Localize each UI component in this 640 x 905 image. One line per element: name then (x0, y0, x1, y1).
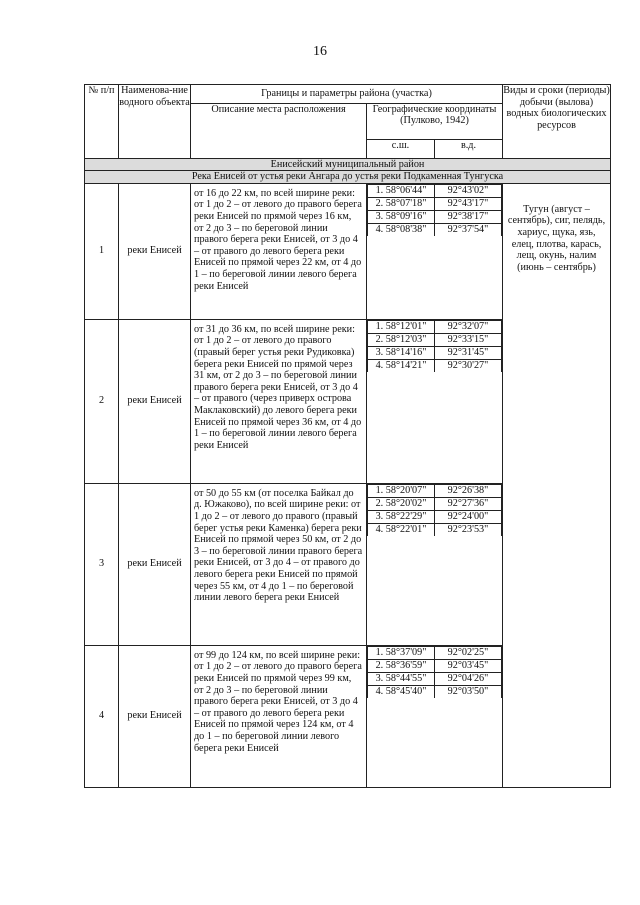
district-row: Енисейский муниципальный район (85, 158, 611, 171)
header-longitude: в.д. (435, 139, 503, 158)
latitude: 1. 58°37'09" (368, 646, 435, 659)
species-and-periods: Тугун (август – сентябрь), сиг, пелядь, хариус, щука, язь, елец, плотва, карась, лещ, окунь, налим (июнь – сентябрь) (503, 183, 611, 787)
water-object-name: реки Енисей (119, 183, 191, 319)
longitude: 92°04'26" (435, 672, 502, 685)
longitude: 92°02'25" (435, 646, 502, 659)
latitude: 4. 58°14'21" (368, 359, 435, 372)
row-number: 4 (85, 645, 119, 787)
latitude: 3. 58°22'29" (368, 510, 435, 523)
longitude: 92°27'36" (435, 497, 502, 510)
longitude: 92°03'50" (435, 685, 502, 698)
location-description: от 50 до 55 км (от поселка Байкал до д. Южаково), по всей ширине реки: от 1 до 2 – от левого до правого (правый берег устья реки Каменка) берега реки Енисей по прямой через 50 км, от 2 до 3 – по береговой линии правого берега реки Енисей, от 3 до 4 – от правого до левого берега реки Енисей по прямой через 55 км, от 4 до 1 – по береговой линии левого берега реки Енисей (191, 483, 367, 645)
location-description: от 99 до 124 км, по всей ширине реки: от 1 до 2 – от левого до правого берега реки Енисей по прямой через 99 км, от 2 до 3 – по береговой линии правого берега реки Енисей, от 3 до 4 – от правого до левого берега реки Енисей по прямой через 124 км, от 4 до 1 – по береговой линии левого берега реки Енисей (191, 645, 367, 787)
water-object-name: реки Енисей (119, 645, 191, 787)
longitude: 92°32'07" (435, 320, 502, 333)
latitude: 4. 58°08'38" (368, 223, 435, 236)
header-description: Описание места расположения (191, 103, 367, 158)
row-number: 2 (85, 319, 119, 483)
longitude: 92°26'38" (435, 484, 502, 497)
longitude: 92°43'17" (435, 197, 502, 210)
coordinates-cell (367, 483, 503, 645)
location-description: от 16 до 22 км, по всей ширине реки: от 1 до 2 – от левого до правого берега реки Енисей по прямой через 16 км, от 2 до 3 – по береговой линии правого берега реки Енисей, от 3 до 4 – от правого до левого берега реки Енисей по прямой через 22 км, от 4 до 1 – по береговой линии левого берега реки Енисей (191, 183, 367, 319)
longitude: 92°38'17" (435, 210, 502, 223)
section-row: Река Енисей от устья реки Ангара до устья реки Подкаменная Тунгуска (85, 171, 611, 184)
row-number: 1 (85, 183, 119, 319)
latitude: 3. 58°14'16" (368, 346, 435, 359)
longitude: 92°31'45" (435, 346, 502, 359)
header-geo-coordinates: Географические координаты (Пулково, 1942) (367, 103, 503, 139)
header-bounds: Границы и параметры района (участка) (191, 85, 503, 104)
longitude: 92°37'54" (435, 223, 502, 236)
latitude: 2. 58°20'02" (368, 497, 435, 510)
latitude: 1. 58°12'01" (368, 320, 435, 333)
regulation-table (84, 84, 611, 788)
header-species: Виды и сроки (периоды) добычи (вылова) водных биологических ресурсов (503, 85, 611, 159)
latitude: 1. 58°20'07" (368, 484, 435, 497)
latitude: 2. 58°07'18" (368, 197, 435, 210)
location-description: от 31 до 36 км, по всей ширине реки: от 1 до 2 – от левого до правого (правый берег устья реки Рудиковка) берега реки Енисей по прямой через 31 км, от 2 до 3 – по береговой линии правого берега реки Енисей, от 3 до 4 – от правого (через приверх острова Маклаковский) до левого берега реки Енисей по прямой через 36 км, от 4 до 1 – по береговой линии левого берега реки Енисей (191, 319, 367, 483)
water-object-name: реки Енисей (119, 319, 191, 483)
latitude: 1. 58°06'44" (368, 184, 435, 197)
coordinates-cell (367, 319, 503, 483)
longitude: 92°23'53" (435, 523, 502, 536)
longitude: 92°24'00" (435, 510, 502, 523)
latitude: 3. 58°09'16" (368, 210, 435, 223)
longitude: 92°30'27" (435, 359, 502, 372)
longitude: 92°43'02" (435, 184, 502, 197)
latitude: 4. 58°22'01" (368, 523, 435, 536)
longitude: 92°03'45" (435, 659, 502, 672)
table-row (85, 183, 611, 319)
longitude: 92°33'15" (435, 333, 502, 346)
coordinates-cell (367, 183, 503, 319)
latitude: 3. 58°44'55" (368, 672, 435, 685)
header-number: № п/п (85, 85, 119, 159)
latitude: 4. 58°45'40" (368, 685, 435, 698)
header-latitude: с.ш. (367, 139, 435, 158)
row-number: 3 (85, 483, 119, 645)
latitude: 2. 58°12'03" (368, 333, 435, 346)
page-number: 16 (313, 44, 327, 59)
latitude: 2. 58°36'59" (368, 659, 435, 672)
coordinates-cell (367, 645, 503, 787)
water-object-name: реки Енисей (119, 483, 191, 645)
header-water-object: Наименова-ние водного объекта (119, 85, 191, 159)
